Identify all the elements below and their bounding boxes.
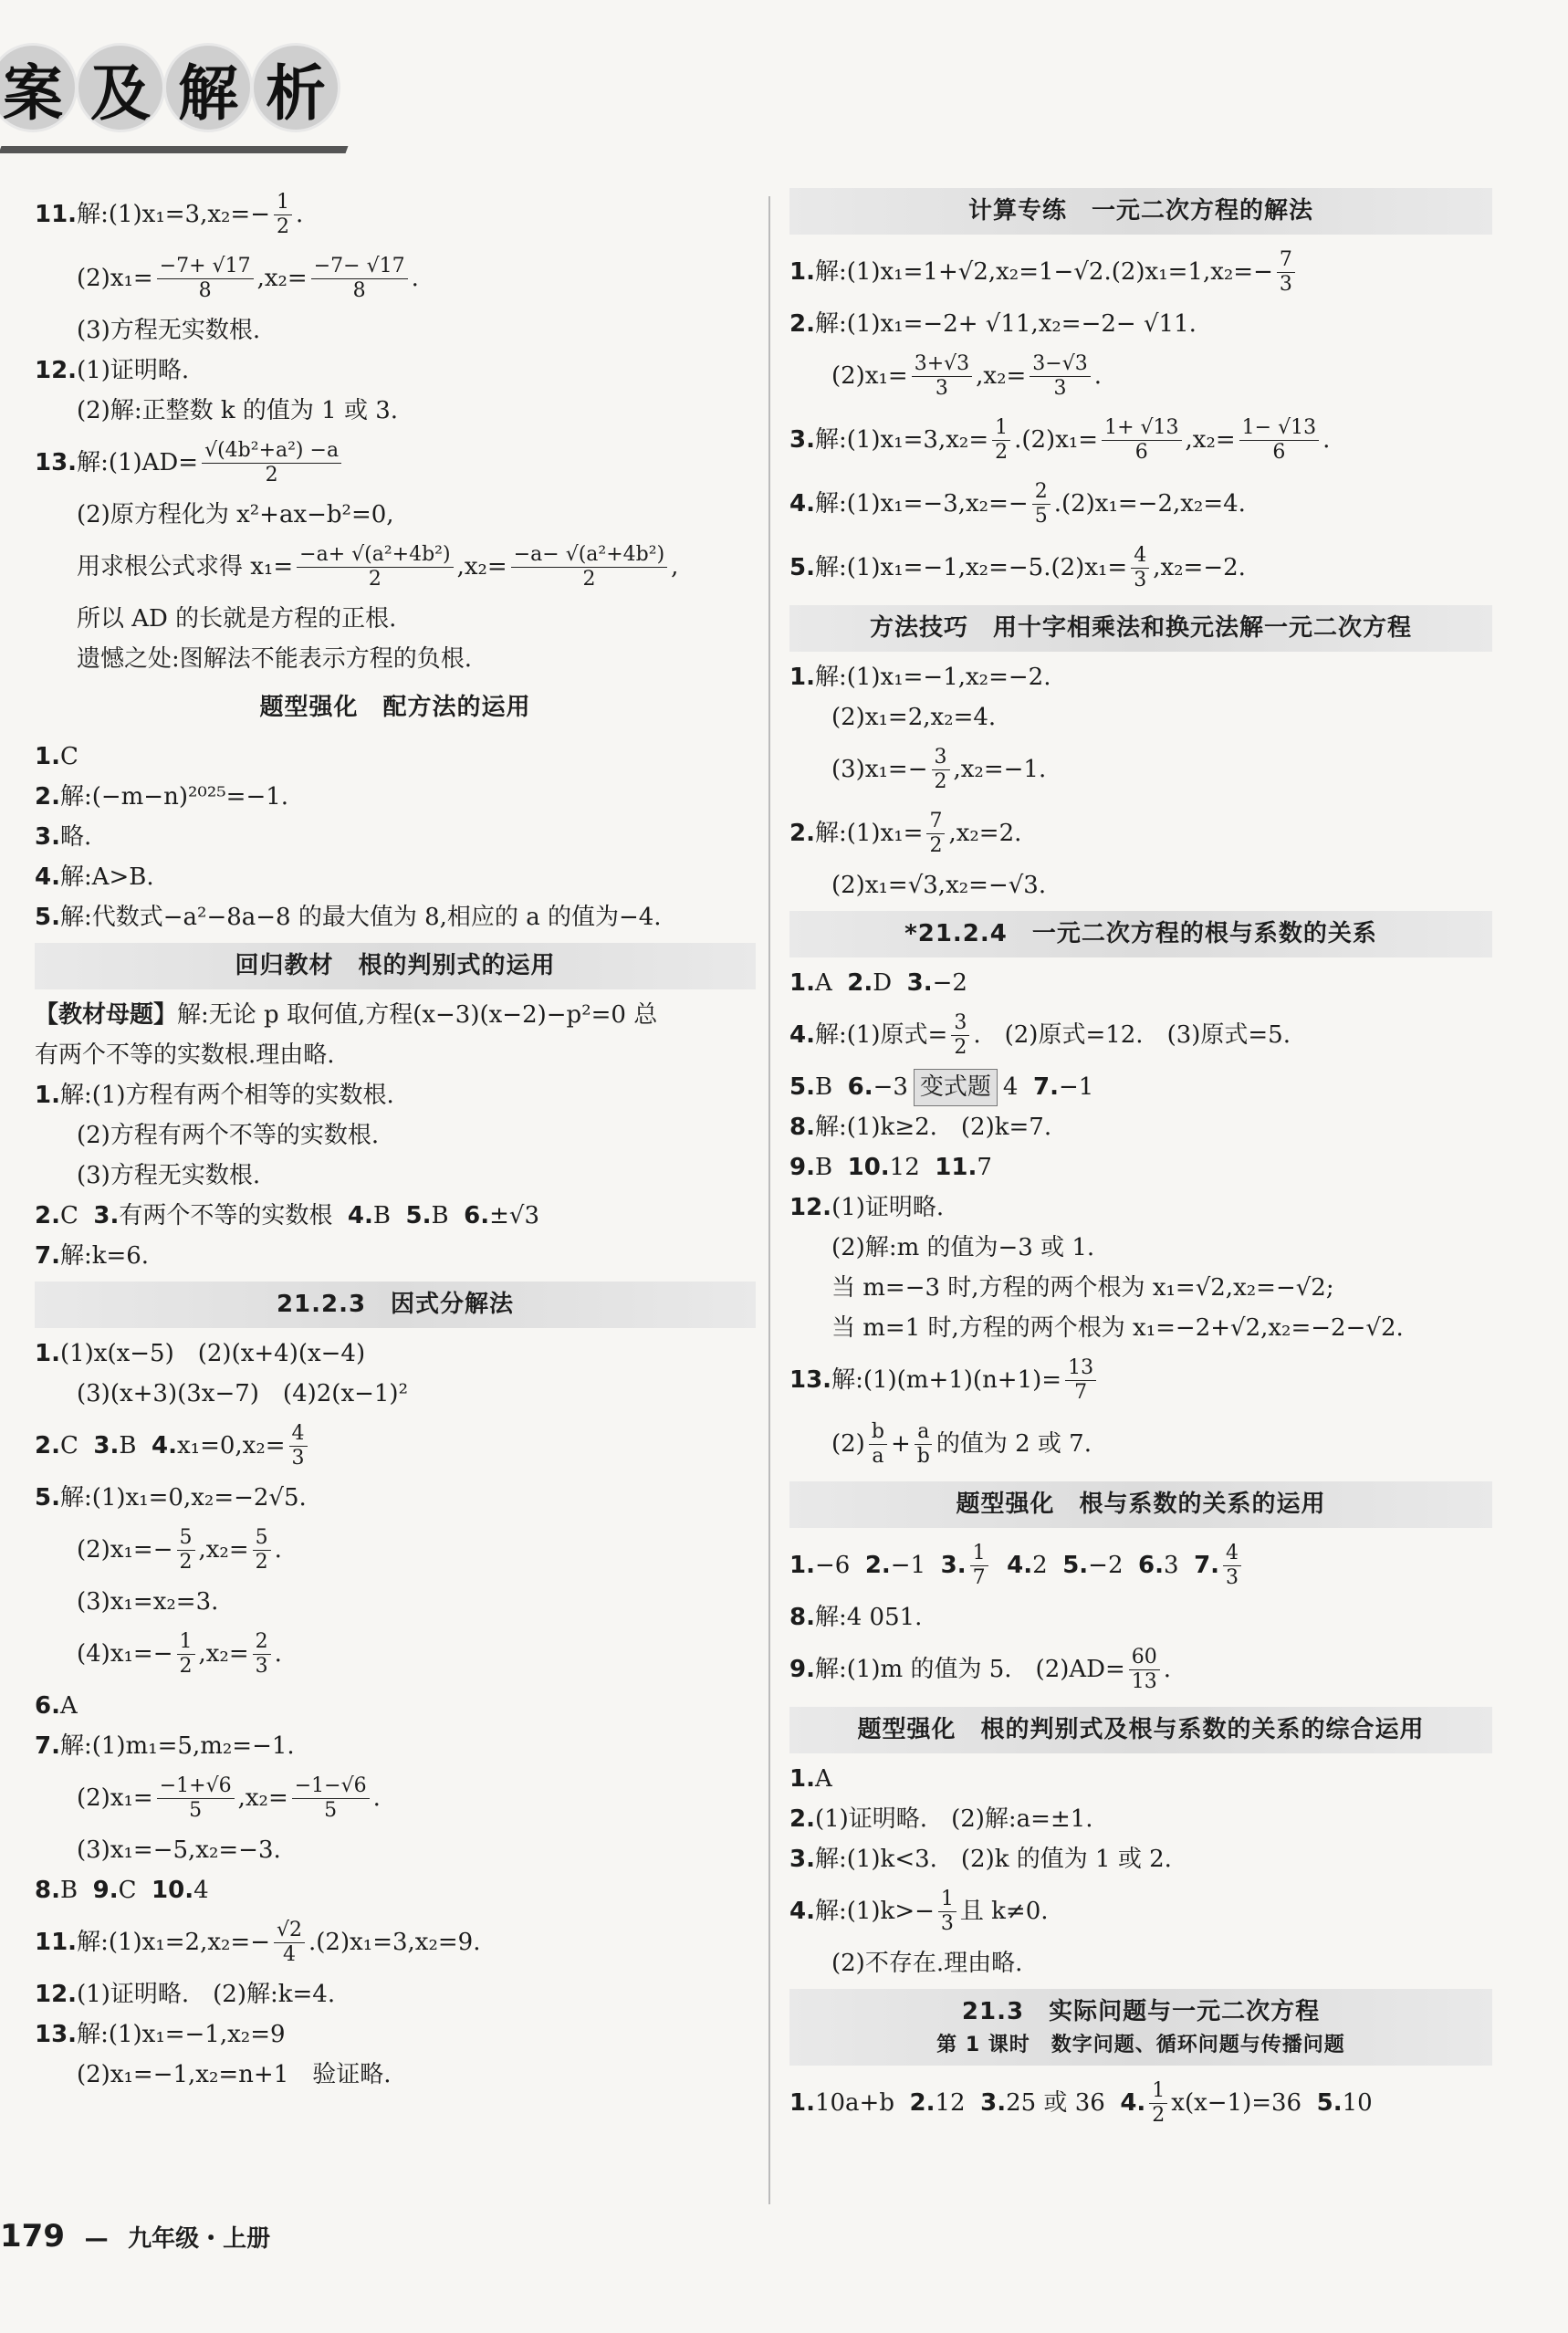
answer-line: 4. 解:A>B. xyxy=(35,863,154,891)
answer-line: 当 m=−3 时,方程的两个根为 x₁=√2,x₂=−√2; xyxy=(831,1273,1334,1302)
fraction: $\frac{\text{−a+ √(a²+4b²)}}{2}$ xyxy=(297,543,453,591)
answer-line: (2)x₁=− $\frac{5}{2}$ ,x₂= $\frac{5}{2}$ . xyxy=(77,1526,282,1574)
answer-line: (2)x₁= $\frac{3+√3}{3}$ ,x₂= $\frac{3-√3}{3}$ . xyxy=(831,352,1103,400)
fraction: $\frac{-7+ √17}{8}$ xyxy=(157,255,254,302)
page-header xyxy=(0,46,383,164)
fraction: $\frac{\text{√(4b²+a²) −a}}{2}$ xyxy=(202,439,341,486)
answer-line: 4. 解:(1)x₁=−3,x₂=− $\frac{2}{5}$ .(2)x₁=−2,x₂=4. xyxy=(789,480,1246,528)
answer-line: 1. 解:(1)x₁=1+√2,x₂=1−√2.(2)x₁=1,x₂=− $\frac{7}{3}$ xyxy=(789,240,1492,304)
answer-line: 3. 解:(1)x₁=3,x₂= $\frac{1}{2}$ .(2)x₁= $\frac{1+ √13}{6}$ ,x₂= $\frac{1- √13}{6}$ . xyxy=(789,416,1331,464)
answer-line: 6. A xyxy=(35,1691,78,1720)
right-column xyxy=(789,183,1492,2135)
header-char: 案 xyxy=(0,46,75,130)
answer-line: (2)方程有两个不等的实数根. xyxy=(77,1121,380,1149)
fraction: $\frac{1}{2}$ xyxy=(1149,2079,1167,2127)
fraction: $\frac{4}{3}$ xyxy=(1223,1542,1241,1589)
answer-line: (2) $\frac{b}{a}$ + $\frac{a}{b}$ 的值为 2 或 7. xyxy=(831,1420,1092,1468)
answer-line: 11. 解:(1)x₁=2,x₂=− $\frac{√2}{4}$ .(2)x₁=3,x₂=9. xyxy=(35,1919,481,1966)
answer-line: 5. 解:(1)x₁=−1,x₂=−5.(2)x₁= $\frac{4}{3}$ ,x₂=−2. xyxy=(789,544,1246,591)
section-title: 题型强化 根的判别式及根与系数的关系的综合运用 xyxy=(789,1707,1492,1753)
fraction: $\frac{2}{5}$ xyxy=(1032,480,1051,528)
answer-line: 13. 解:(1)AD= $\frac{\text{√(4b²+a²) −a}}{2}$ xyxy=(35,431,756,495)
answer-line: 9. 解:(1)m 的值为 5. (2)AD= $\frac{60}{13}$ . xyxy=(789,1646,1172,1693)
answer-line: 2. C 3. B 4. x₁=0,x₂= $\frac{4}{3}$ xyxy=(35,1414,756,1478)
fraction: $\frac{1}{3}$ xyxy=(938,1888,956,1935)
fraction: $\frac{1}{2}$ xyxy=(992,416,1010,464)
answer-line: (2)x₁= $\frac{-7+ √17}{8}$ ,x₂= $\frac{-7- √17}{8}$ . xyxy=(77,255,419,302)
fraction: $\frac{3+√3}{3}$ xyxy=(912,352,972,400)
answer-line: 7. 解:(1)m₁=5,m₂=−1. xyxy=(35,1731,295,1760)
section-title xyxy=(789,1989,1492,2066)
answer-line: (3)(x+3)(3x−7) (4)2(x−1)² xyxy=(77,1379,408,1407)
answer-line: (2)解:正整数 k 的值为 1 或 3. xyxy=(77,396,399,424)
section-title: 21.2.3 因式分解法 xyxy=(35,1282,756,1328)
answer-line: 1. (1)x(x−5) (2)(x+4)(x−4) xyxy=(35,1339,366,1367)
answer-line: 有两个不等的实数根.理由略. xyxy=(35,1041,335,1069)
column-divider xyxy=(768,196,770,2204)
answer-line: (2)原方程化为 x²+ax−b²=0, xyxy=(77,500,394,528)
fraction: $\frac{7}{2}$ xyxy=(926,810,945,857)
answer-line: (2)x₁=2,x₂=4. xyxy=(831,703,997,731)
answer-line: (3)x₁=x₂=3. xyxy=(77,1587,219,1616)
page-footer xyxy=(0,2218,270,2255)
fraction: $\frac{13}{7}$ xyxy=(1065,1356,1096,1404)
answer-line: (4)x₁=− $\frac{1}{2}$ ,x₂= $\frac{2}{3}$ . xyxy=(77,1630,282,1678)
header-char: 及 xyxy=(78,46,162,130)
answer-line: 2. C 3. 有两个不等的实数根 4. B 5. B 6. ±√3 xyxy=(35,1201,540,1229)
fraction: $\frac{3}{2}$ xyxy=(932,746,950,793)
answer-line: (2)x₁=√3,x₂=−√3. xyxy=(831,871,1047,899)
answer-line: (2)x₁=−1,x₂=n+1 验证略. xyxy=(77,2060,392,2088)
answer-line: 13. 解:(1)x₁=−1,x₂=9 xyxy=(35,2020,286,2048)
answer-line: 3. 略. xyxy=(35,822,92,851)
answer-line: 8. 解:(1)k≥2. (2)k=7. xyxy=(789,1113,1052,1141)
answer-line: 1. A 2. D 3. −2 xyxy=(789,968,967,997)
fraction: $\frac{1- √13}{6}$ xyxy=(1239,416,1319,464)
answer-line: 1. 解:(1)x₁=−1,x₂=−2. xyxy=(789,663,1051,691)
footer-dash: — xyxy=(84,2225,109,2253)
answer-line: 8. 解:4 051. xyxy=(789,1603,923,1631)
answer-line: 12. (1)证明略. (2)解:k=4. xyxy=(35,1980,336,2008)
fraction: $\frac{1}{2}$ xyxy=(274,191,292,238)
answer-line: 5. 解:(1)x₁=0,x₂=−2√5. xyxy=(35,1483,307,1512)
fraction: $\frac{-7- √17}{8}$ xyxy=(311,255,408,302)
page-number: 179 xyxy=(0,2218,65,2255)
answer-line: 当 m=1 时,方程的两个根为 x₁=−2+√2,x₂=−2−√2. xyxy=(831,1313,1404,1342)
fraction: $\frac{b}{a}$ xyxy=(869,1420,887,1468)
section-title: 题型强化 配方法的运用 xyxy=(259,694,531,721)
fraction: $\frac{1+ √13}{6}$ xyxy=(1102,416,1181,464)
section-title: 题型强化 根与系数的关系的运用 xyxy=(789,1481,1492,1528)
fraction: $\frac{7}{3}$ xyxy=(1277,248,1295,296)
section-title: *21.2.4 一元二次方程的根与系数的关系 xyxy=(789,911,1492,957)
left-column xyxy=(35,183,756,2095)
answer-line: 7. 解:k=6. xyxy=(35,1241,150,1270)
fraction: $\frac{-1-√6}{5}$ xyxy=(292,1774,370,1822)
answer-line: 用求根公式求得 x₁= $\frac{\text{−a+ √(a²+4b²)}}{2}$ ,x₂= $\frac{\text{−a− √(a²+4b²)}}{2}$ , xyxy=(77,543,679,591)
answer-line: 4. 解:(1)原式= $\frac{3}{2}$ . (2)原式=12. (3)原式=5. xyxy=(789,1011,1291,1059)
answer-line: 1. C xyxy=(35,742,78,770)
fraction: $\frac{4}{3}$ xyxy=(1131,544,1149,591)
answer-line: 5. B 6. −3 变式题 4 7. −1 xyxy=(789,1067,1492,1107)
section-title: 回归教材 根的判别式的运用 xyxy=(35,943,756,989)
header-char: 析 xyxy=(254,46,338,130)
fraction: $\frac{5}{2}$ xyxy=(253,1526,271,1574)
answer-line: 2. 解:(−m−n)²⁰²⁵=−1. xyxy=(35,782,289,811)
fraction: $\frac{1}{2}$ xyxy=(177,1630,195,1678)
answer-line: (2)解:m 的值为−3 或 1. xyxy=(831,1233,1095,1261)
answer-line: 11. 解:(1)x₁=3,x₂=− $\frac{1}{2}$ . xyxy=(35,191,304,238)
section-subheading: 第 1 课时 数字问题、循环问题与传播问题 xyxy=(936,2034,1345,2056)
answer-line: 12. (1)证明略. xyxy=(35,356,190,384)
answer-line: 8. B 9. C 10. 4 xyxy=(35,1876,209,1904)
fraction: $\frac{\text{−a− √(a²+4b²)}}{2}$ xyxy=(511,543,667,591)
answer-line: (3)x₁=− $\frac{3}{2}$ ,x₂=−1. xyxy=(831,746,1047,793)
fraction: $\frac{4}{3}$ xyxy=(289,1422,308,1470)
fraction: $\frac{-1+√6}{5}$ xyxy=(157,1774,235,1822)
header-underline xyxy=(0,146,348,153)
answer-line: (3)方程无实数根. xyxy=(77,1161,261,1189)
answer-line: 2. 解:(1)x₁= $\frac{7}{2}$ ,x₂=2. xyxy=(789,810,1022,857)
fraction: $\frac{5}{2}$ xyxy=(177,1526,195,1574)
answer-line: 1. 10a+b 2. 12 3. 25 或 36 4. $\frac{1}{2}$ x(x−1)=36 5. 10 xyxy=(789,2079,1373,2127)
fraction: $\frac{√2}{4}$ xyxy=(274,1919,305,1966)
answer-line: 遗憾之处:图解法不能表示方程的负根. xyxy=(77,644,473,673)
answer-line: 1. A xyxy=(789,1764,832,1793)
fraction: $\frac{2}{3}$ xyxy=(253,1630,271,1678)
section-heading: 21.3 实际问题与一元二次方程 xyxy=(961,1998,1321,2025)
answer-line: 2. 解:(1)x₁=−2+ √11,x₂=−2− √11. xyxy=(789,309,1197,338)
fraction: $\frac{1}{7}$ xyxy=(970,1542,988,1589)
fraction: $\frac{3}{2}$ xyxy=(951,1011,969,1059)
answer-line: 4. 解:(1)k>− $\frac{1}{3}$ 且 k≠0. xyxy=(789,1888,1049,1935)
answer-line: 【教材母题】 解:无论 p 取何值,方程(x−3)(x−2)−p²=0 总 xyxy=(35,1000,658,1029)
answer-line: (3)方程无实数根. xyxy=(77,316,261,344)
answer-line: 2. (1)证明略. (2)解:a=±1. xyxy=(789,1805,1093,1833)
answer-line: 9. B 10. 12 11. 7 xyxy=(789,1153,992,1181)
section-title: 方法技巧 用十字相乘法和换元法解一元二次方程 xyxy=(789,605,1492,652)
answer-line: 3. 解:(1)k<3. (2)k 的值为 1 或 2. xyxy=(789,1845,1172,1873)
answer-line: (2)不存在.理由略. xyxy=(831,1949,1023,1977)
answer-line: 1. −6 2. −1 3. $\frac{1}{7}$ 4. 2 5. −2 6. 3 7. $\frac{4}{3}$ xyxy=(789,1533,1492,1597)
answer-line: 13. 解:(1)(m+1)(n+1)= $\frac{13}{7}$ xyxy=(789,1348,1492,1412)
fraction: $\frac{60}{13}$ xyxy=(1129,1646,1160,1693)
answer-line: (3)x₁=−5,x₂=−3. xyxy=(77,1836,281,1864)
answer-line: 1. 解:(1)方程有两个相等的实数根. xyxy=(35,1081,394,1109)
section-title: 计算专练 一元二次方程的解法 xyxy=(789,188,1492,235)
fraction: $\frac{3-√3}{3}$ xyxy=(1030,352,1090,400)
header-char: 解 xyxy=(166,46,250,130)
answer-line: 所以 AD 的长就是方程的正根. xyxy=(77,604,397,633)
fraction: $\frac{a}{b}$ xyxy=(915,1420,933,1468)
variant-tag: 变式题 xyxy=(914,1069,998,1106)
answer-line: 5. 解:代数式−a²−8a−8 的最大值为 8,相应的 a 的值为−4. xyxy=(35,903,662,931)
grade-label: 九年级・上册 xyxy=(128,2225,271,2253)
header-title xyxy=(0,46,338,130)
answer-line: (2)x₁= $\frac{-1+√6}{5}$ ,x₂= $\frac{-1-√6}{5}$ . xyxy=(77,1774,381,1822)
answer-line: 12. (1)证明略. xyxy=(789,1193,945,1221)
